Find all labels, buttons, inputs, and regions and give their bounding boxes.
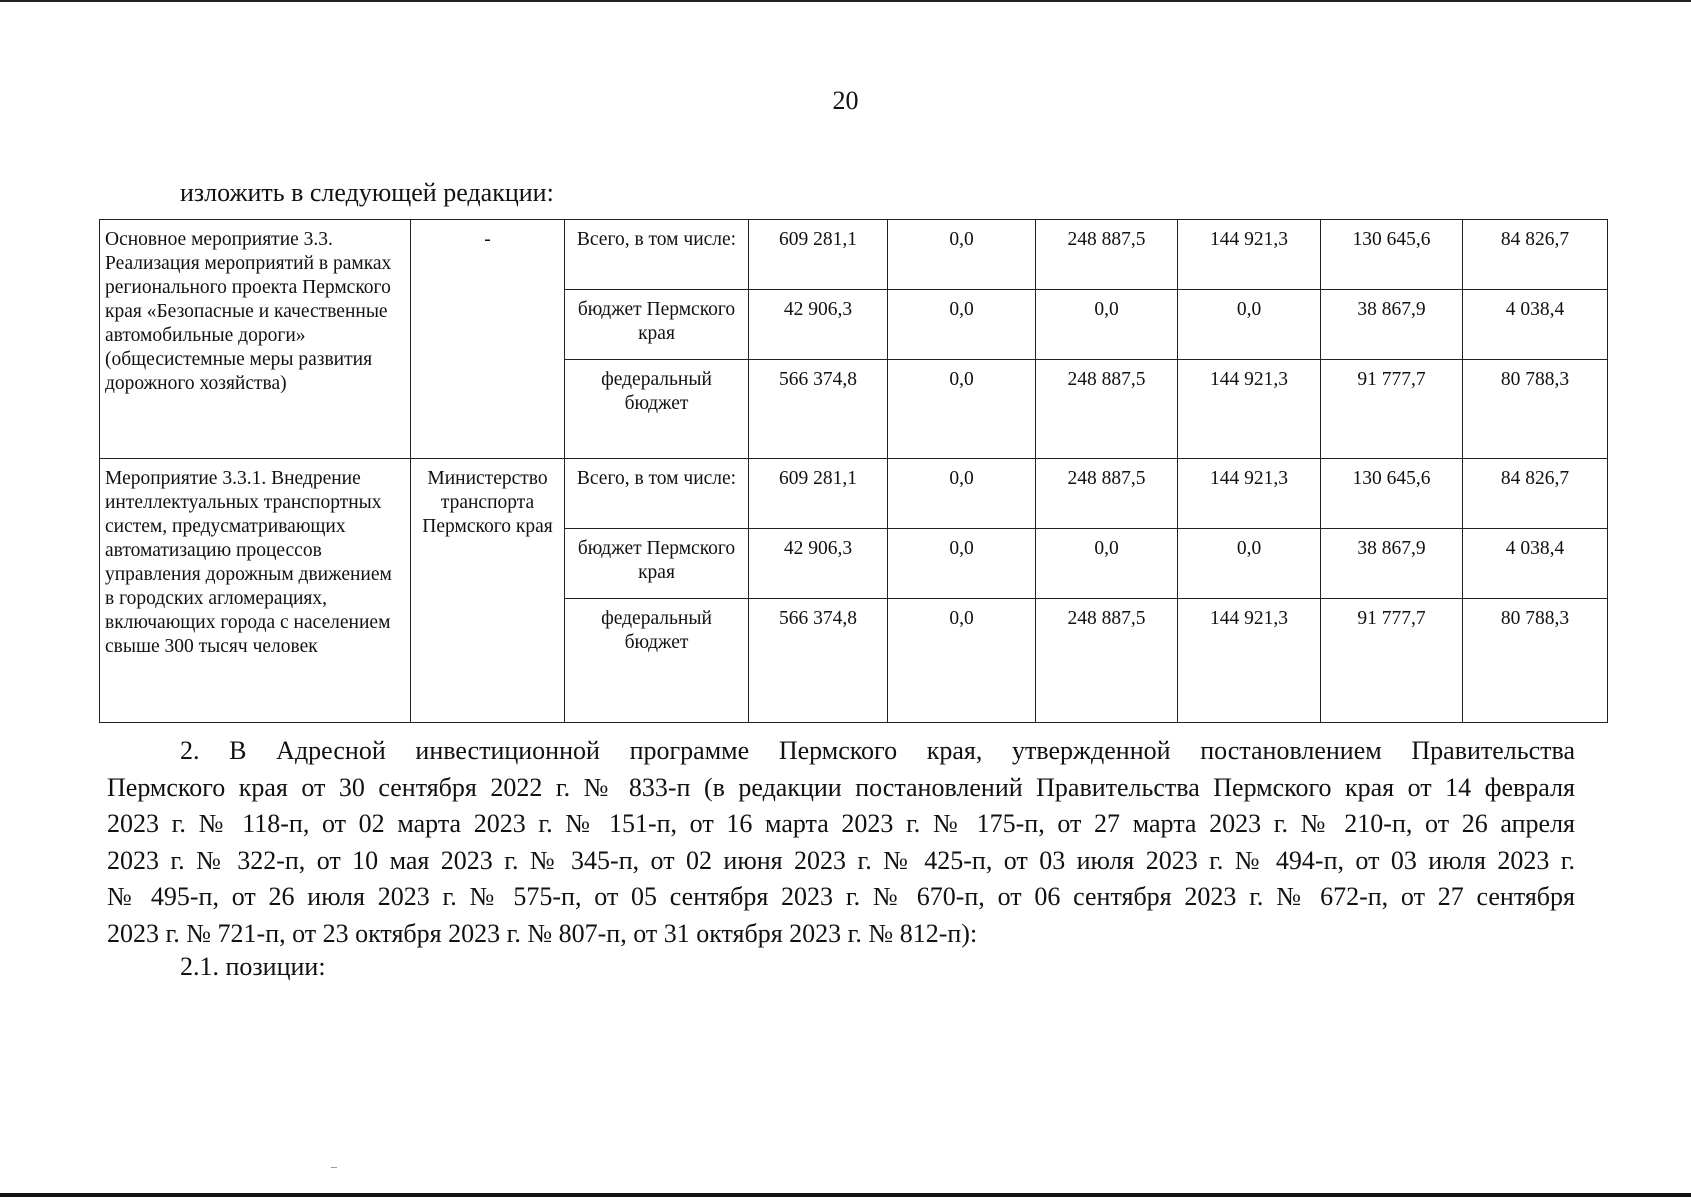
- scan-speck: [331, 1167, 337, 1168]
- amount-cell: 4 038,4: [1463, 290, 1608, 360]
- amount-cell: 80 788,3: [1463, 360, 1608, 459]
- funding-source-cell: бюджет Пермского края: [565, 529, 749, 599]
- amount-cell: 0,0: [888, 599, 1036, 723]
- amount-cell: 566 374,8: [749, 599, 888, 723]
- amount-cell: 0,0: [888, 290, 1036, 360]
- amount-cell: 144 921,3: [1178, 220, 1321, 290]
- amount-cell: 130 645,6: [1321, 459, 1463, 529]
- amount-cell: 84 826,7: [1463, 220, 1608, 290]
- body-paragraph: [107, 733, 1575, 952]
- subitem-heading: 2.1. позиции:: [180, 952, 326, 981]
- amount-cell: 91 777,7: [1321, 599, 1463, 723]
- amount-cell: 144 921,3: [1178, 360, 1321, 459]
- amount-cell: 84 826,7: [1463, 459, 1608, 529]
- funding-source-cell: федеральный бюджет: [565, 360, 749, 459]
- amount-cell: 4 038,4: [1463, 529, 1608, 599]
- bottom-border-line: [0, 1193, 1691, 1197]
- amount-cell: 0,0: [1036, 290, 1178, 360]
- measure-name-cell: Мероприятие 3.3.1. Внедрение интеллектуальных транспортных систем, предусматривающих автоматизацию процессов управления дорожным движением в городских агломерациях, включающих города с населением свыше 300 тысяч человек: [100, 459, 411, 723]
- executor-cell: Министерство транспорта Пермского края: [411, 459, 565, 723]
- measures-table: [99, 219, 1608, 723]
- amount-cell: 566 374,8: [749, 360, 888, 459]
- intro-text: изложить в следующей редакции:: [180, 178, 554, 207]
- amount-cell: 80 788,3: [1463, 599, 1608, 723]
- amount-cell: 144 921,3: [1178, 599, 1321, 723]
- amount-cell: 42 906,3: [749, 290, 888, 360]
- amount-cell: 0,0: [1178, 529, 1321, 599]
- amount-cell: 91 777,7: [1321, 360, 1463, 459]
- amount-cell: 248 887,5: [1036, 220, 1178, 290]
- amount-cell: 0,0: [1178, 290, 1321, 360]
- amount-cell: 248 887,5: [1036, 360, 1178, 459]
- amount-cell: 248 887,5: [1036, 459, 1178, 529]
- funding-source-cell: бюджет Пермского края: [565, 290, 749, 360]
- amount-cell: 0,0: [888, 220, 1036, 290]
- amount-cell: 248 887,5: [1036, 599, 1178, 723]
- paragraph-line: 2023 г. № 118-п, от 02 марта 2023 г. № 151-п, от 16 марта 2023 г. № 175-п, от 27 марта 2023 г. № 210-п, от 26 апреля: [107, 809, 1575, 838]
- amount-cell: 38 867,9: [1321, 290, 1463, 360]
- table-row: [100, 459, 1608, 529]
- top-border-line: [0, 0, 1691, 2]
- executor-cell: -: [411, 220, 565, 459]
- amount-cell: 0,0: [888, 529, 1036, 599]
- funding-source-cell: федеральный бюджет: [565, 599, 749, 723]
- amount-cell: 130 645,6: [1321, 220, 1463, 290]
- paragraph-line: Пермского края от 30 сентября 2022 г. № 833-п (в редакции постановлений Правительства Пермского края от 14 февраля: [107, 772, 1575, 802]
- table-row: [100, 220, 1608, 290]
- paragraph-line: 2023 г. № 721-п, от 23 октября 2023 г. № 807-п, от 31 октября 2023 г. № 812-п):: [107, 918, 978, 948]
- paragraph-line: № 495-п, от 26 июля 2023 г. № 575-п, от 05 сентября 2023 г. № 670-п, от 06 сентября 2023 г. № 672-п, от 27 сентября: [107, 882, 1575, 911]
- paragraph-line: 2023 г. № 322-п, от 10 мая 2023 г. № 345-п, от 02 июня 2023 г. № 425-п, от 03 июля 2023 г. № 494-п, от 03 июля 2023 г.: [107, 845, 1575, 875]
- measure-name-cell: Основное мероприятие 3.3. Реализация мероприятий в рамках регионального проекта Пермского края «Безопасные и качественные автомобильные дороги» (общесистемные меры развития дорожного хозяйства): [100, 220, 411, 459]
- paragraph-line: 2. В Адресной инвестиционной программе Пермского края, утвержденной постановлением Правительства: [180, 736, 1575, 765]
- page-number: 20: [832, 86, 859, 115]
- amount-cell: 0,0: [888, 360, 1036, 459]
- amount-cell: 42 906,3: [749, 529, 888, 599]
- funding-source-cell: Всего, в том числе:: [565, 459, 749, 529]
- amount-cell: 0,0: [1036, 529, 1178, 599]
- funding-source-cell: Всего, в том числе:: [565, 220, 749, 290]
- amount-cell: 144 921,3: [1178, 459, 1321, 529]
- amount-cell: 609 281,1: [749, 220, 888, 290]
- amount-cell: 0,0: [888, 459, 1036, 529]
- amount-cell: 38 867,9: [1321, 529, 1463, 599]
- amount-cell: 609 281,1: [749, 459, 888, 529]
